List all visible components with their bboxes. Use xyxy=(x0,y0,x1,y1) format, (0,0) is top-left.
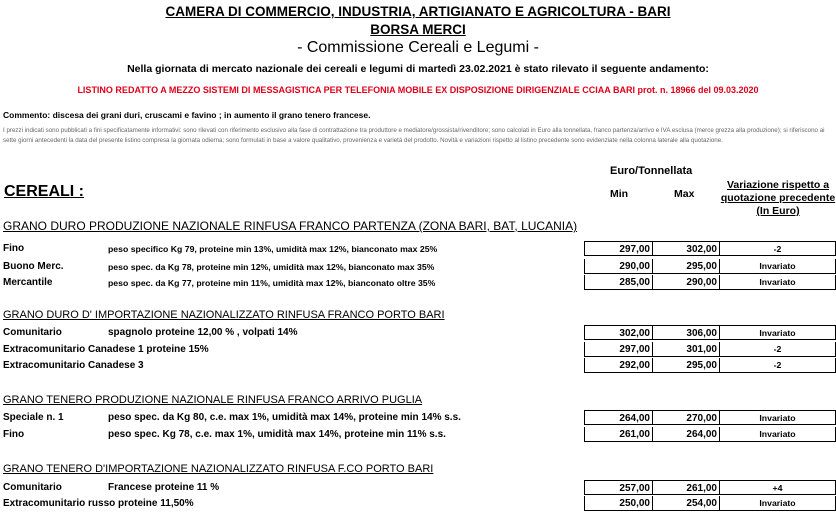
row-change: Invariato xyxy=(720,275,836,290)
row-desc: peso spec. Kg 78, c.e. max 1%, umidità max 14%, proteine min 11% s.s. xyxy=(108,429,446,440)
section-title: GRANO DURO D' IMPORTAZIONE NAZIONALIZZATO RINFUSA FRANCO PORTO BARI xyxy=(3,309,445,321)
row-max: 261,00 xyxy=(653,480,720,495)
row-name: Extracomunitario Canadese 1 proteine 15% xyxy=(3,344,209,355)
comment-text: Commento: discesa dei grani duri, cruscami e favino ; in aumento il grano tenero francese. xyxy=(3,110,371,120)
row-max: 295,00 xyxy=(653,259,720,274)
row-change: -2 xyxy=(720,241,836,256)
row-min: 257,00 xyxy=(584,480,653,495)
row-min: 297,00 xyxy=(584,241,653,256)
row-min: 302,00 xyxy=(584,325,653,340)
row-desc: Francese proteine 11 % xyxy=(108,482,220,493)
header-chamber-title: CAMERA DI COMMERCIO, INDUSTRIA, ARTIGIANATO E AGRICOLTURA - BARI xyxy=(165,4,671,19)
row-desc: peso specifico Kg 79, proteine min 13%, umidità max 12%, bianconato max 25% xyxy=(108,244,438,254)
table-row xyxy=(0,496,836,512)
header-borsa-merci: BORSA MERCI xyxy=(370,22,466,37)
min-header: Min xyxy=(610,188,629,200)
row-name: Comunitario xyxy=(3,482,62,493)
row-min: 250,00 xyxy=(584,496,653,511)
table-row xyxy=(0,275,836,291)
row-max: 302,00 xyxy=(653,241,720,256)
row-change: Invariato xyxy=(720,410,836,425)
section-title: GRANO TENERO D'IMPORTAZIONE NAZIONALIZZATO RINFUSA F.CO PORTO BARI xyxy=(3,463,434,475)
page-title: CEREALI : xyxy=(4,183,84,200)
row-change: Invariato xyxy=(720,427,836,442)
row-max: 264,00 xyxy=(653,427,720,442)
row-max: 306,00 xyxy=(653,325,720,340)
row-desc: peso spec. da Kg 80, c.e. max 1%, umidità max 14%, proteine min 14% s.s. xyxy=(108,412,461,423)
row-change: +4 xyxy=(720,480,836,495)
header-commission: - Commissione Cereali e Legumi - xyxy=(297,39,539,56)
row-name: Buono Merc. xyxy=(3,261,64,272)
row-name: Extracomunitario russo proteine 11,50% xyxy=(3,498,194,509)
row-min: 290,00 xyxy=(584,259,653,274)
row-name: Fino xyxy=(3,243,25,254)
table-row xyxy=(0,259,836,275)
row-name: Speciale n. 1 xyxy=(3,412,64,423)
row-desc: peso spec. da Kg 77, proteine min 11%, umidità max 12%, bianconato oltre 35% xyxy=(108,278,436,288)
row-name: Mercantile xyxy=(3,277,53,288)
row-max: 254,00 xyxy=(653,496,720,511)
row-min: 292,00 xyxy=(584,358,653,373)
table-row xyxy=(0,342,836,358)
disclaimer-text: I prezzi indicati sono pubblicati a fini specificatamente informativi: sono rilevati con riferimento esclusivo alla fase di contrattazione tra produttore e mediatore/grossista/rivenditore; sono calcolati in Euro alla tonnellata, franco partenza/arrivo e IVA esclusa (merce grezza alla produzione); si riferiscono ai sette giorni antecedenti la data del presente listino compresa la giornata odierna; sono formulati in base a valore qualitativo, provenienza e varietà del prodotto. Novità e variazioni rispetto al listino precedente sono evidenziate nella colonna laterale alla quotazione. xyxy=(3,127,825,144)
row-name: Fino xyxy=(3,429,25,440)
unit-header: Euro/Tonnellata xyxy=(610,165,693,177)
notice-text: LISTINO REDATTO A MEZZO SISTEMI DI MESSAGISTICA PER TELEFONIA MOBILE EX DISPOSIZIONE DIRIGENZIALE CCIAA BARI prot. n. 18966 del 09.03.2020 xyxy=(77,85,759,95)
row-min: 264,00 xyxy=(584,410,653,425)
row-max: 270,00 xyxy=(653,410,720,425)
intro-text: Nella giornata di mercato nazionale dei cereali e legumi di martedì 23.02.2021 è stato rilevato il seguente andamento: xyxy=(127,63,709,75)
table-row xyxy=(0,358,836,374)
row-min: 261,00 xyxy=(584,427,653,442)
table-row xyxy=(0,325,836,341)
row-max: 295,00 xyxy=(653,358,720,373)
max-header: Max xyxy=(674,188,695,200)
row-max: 290,00 xyxy=(653,275,720,290)
table-row xyxy=(0,480,836,496)
row-name: Extracomunitario Canadese 3 xyxy=(3,360,144,371)
section-title: GRANO DURO PRODUZIONE NAZIONALE RINFUSA FRANCO PARTENZA (ZONA BARI, BAT, LUCANIA) xyxy=(3,219,578,233)
variation-header: Variazione rispetto a quotazione precedente (In Euro) xyxy=(720,179,836,217)
row-name: Comunitario xyxy=(3,327,62,338)
section-title: GRANO TENERO PRODUZIONE NAZIONALE RINFUSA FRANCO ARRIVO PUGLIA xyxy=(3,394,423,406)
row-change: -2 xyxy=(720,342,836,357)
row-change: Invariato xyxy=(720,325,836,340)
table-row xyxy=(0,427,836,443)
row-desc: spagnolo proteine 12,00 % , volpati 14% xyxy=(108,327,298,338)
row-change: Invariato xyxy=(720,259,836,274)
table-row xyxy=(0,410,836,426)
row-change: -2 xyxy=(720,358,836,373)
row-min: 285,00 xyxy=(584,275,653,290)
row-min: 297,00 xyxy=(584,342,653,357)
table-row xyxy=(0,241,836,257)
row-change: Invariato xyxy=(720,496,836,511)
row-max: 301,00 xyxy=(653,342,720,357)
row-desc: peso spec. da Kg 78, proteine min 12%, umidità max 12%, bianconato max 35% xyxy=(108,262,435,272)
